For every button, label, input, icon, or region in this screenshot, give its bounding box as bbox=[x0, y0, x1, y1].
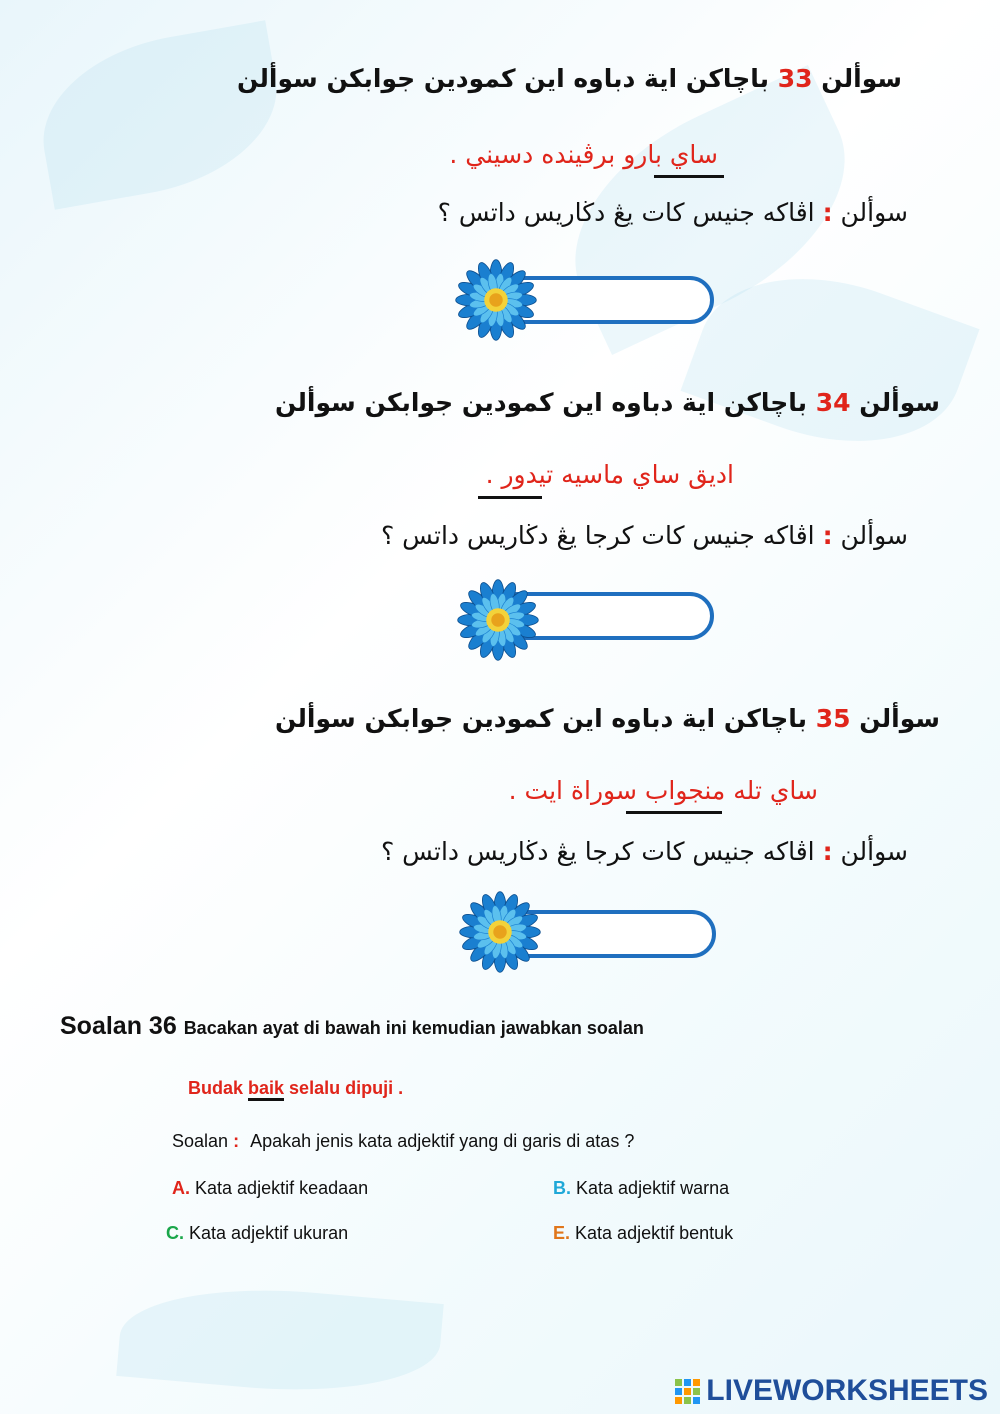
flower-icon bbox=[458, 890, 542, 974]
background-leaf bbox=[29, 20, 291, 209]
question-number: 33 bbox=[777, 64, 813, 93]
answer-input-35[interactable] bbox=[570, 922, 688, 948]
soalan-36-instruction: Bacakan ayat di bawah ini kemudian jawabkan soalan bbox=[183, 1018, 644, 1038]
sentence-underlined-word: baik bbox=[248, 1078, 284, 1101]
soalan-36-question bbox=[172, 1131, 634, 1152]
title-suffix: باچاكن اية دباوه اين كمودين جوابكن سوألن bbox=[237, 64, 770, 93]
question-label: Soalan bbox=[172, 1131, 229, 1151]
option-text: Kata adjektif bentuk bbox=[575, 1223, 734, 1243]
flower-icon bbox=[456, 578, 540, 662]
question-text: Apakah jenis kata adjektif yang di garis di atas ? bbox=[250, 1131, 635, 1151]
option-letter: A. bbox=[172, 1178, 190, 1198]
question-label: سوألن bbox=[840, 521, 908, 550]
soalan-36-sentence bbox=[188, 1078, 403, 1099]
question-35-prompt bbox=[381, 837, 908, 866]
soalan-36-label: Soalan 36 bbox=[60, 1012, 177, 1040]
background-leaf bbox=[116, 1276, 443, 1404]
question-33-sentence: ساي بارو برڤينده دسيني . bbox=[449, 140, 718, 169]
question-34-prompt bbox=[381, 521, 908, 550]
question-33-title bbox=[237, 64, 902, 93]
question-34-title bbox=[275, 388, 940, 417]
sentence-underline bbox=[478, 496, 542, 499]
sentence-before: Budak bbox=[188, 1078, 249, 1098]
liveworksheets-logo bbox=[675, 1374, 988, 1408]
option-b[interactable] bbox=[553, 1178, 729, 1199]
question-33-prompt bbox=[438, 198, 908, 227]
title-prefix: سوألن bbox=[859, 704, 940, 733]
sentence-underline bbox=[654, 175, 724, 178]
title-prefix: سوألن bbox=[821, 64, 902, 93]
question-35-title bbox=[275, 704, 940, 733]
question-colon: : bbox=[822, 837, 833, 866]
title-suffix: باچاكن اية دباوه اين كمودين جوابكن سوألن bbox=[275, 388, 808, 417]
sentence-underline bbox=[626, 811, 722, 814]
logo-grid-icon bbox=[675, 1379, 700, 1404]
option-letter: B. bbox=[553, 1178, 571, 1198]
question-text: اڤاكه جنيس كات يڠ دڬاريس داتس ؟ bbox=[437, 198, 815, 227]
question-text: اڤاكه جنيس كات كرجا يڠ دڬاريس داتس ؟ bbox=[380, 521, 815, 550]
question-label: سوألن bbox=[840, 198, 908, 227]
title-suffix: باچاكن اية دباوه اين كمودين جوابكن سوألن bbox=[275, 704, 808, 733]
question-35-sentence: ساي تله منجواب سوراة ايت . bbox=[508, 776, 818, 805]
question-number: 35 bbox=[815, 704, 851, 733]
brand-name: LIVEWORKSHEETS bbox=[706, 1374, 988, 1407]
question-label: سوألن bbox=[840, 837, 908, 866]
answer-input-34[interactable] bbox=[568, 604, 686, 630]
sentence-after: selalu dipuji . bbox=[284, 1078, 404, 1098]
question-number: 34 bbox=[815, 388, 851, 417]
question-34-sentence: اديق ساي ماسيه تيدور . bbox=[485, 460, 734, 489]
flower-icon bbox=[454, 258, 538, 342]
question-colon: : bbox=[233, 1131, 240, 1151]
question-colon: : bbox=[822, 198, 833, 227]
option-text: Kata adjektif warna bbox=[576, 1178, 730, 1198]
soalan-36-title bbox=[60, 1012, 644, 1041]
question-text: اڤاكه جنيس كات كرجا يڠ دڬاريس داتس ؟ bbox=[380, 837, 815, 866]
option-e[interactable] bbox=[553, 1223, 733, 1244]
option-letter: E. bbox=[553, 1223, 571, 1243]
answer-input-33[interactable] bbox=[568, 288, 686, 314]
option-c[interactable] bbox=[166, 1223, 348, 1244]
option-text: Kata adjektif ukuran bbox=[189, 1223, 349, 1243]
option-letter: C. bbox=[166, 1223, 184, 1243]
option-text: Kata adjektif keadaan bbox=[195, 1178, 369, 1198]
question-colon: : bbox=[822, 521, 833, 550]
title-prefix: سوألن bbox=[859, 388, 940, 417]
option-a[interactable] bbox=[172, 1178, 368, 1199]
